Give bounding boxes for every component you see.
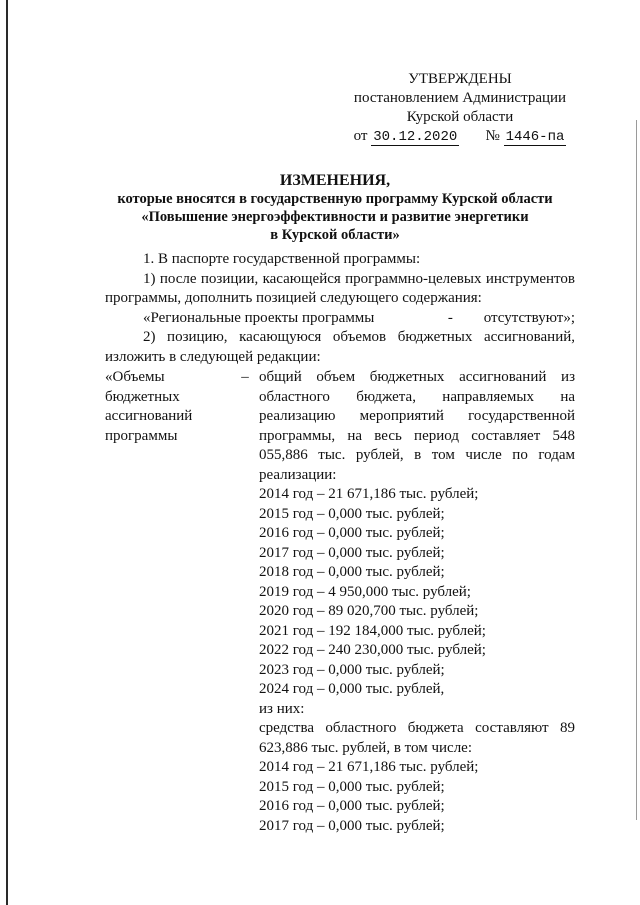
year-line: 2014 год – 21 671,186 тыс. рублей; [259,486,479,502]
heading-line-2: «Повышение энергоэффективности и развитие энергетики [141,209,529,225]
year-line: 2020 год – 89 020,700 тыс. рублей; [259,603,479,619]
heading-line-1: которые вносятся в государственную программу Курской области [117,191,553,207]
budget-label-column [105,368,215,446]
document-body [105,250,575,367]
label-line: программы [105,427,178,444]
label-line: «Объемы [105,369,165,385]
document-heading [100,172,570,244]
budget-intro: общий объем бюджетных ассигнований из областного бюджета, направляемых на реализацию мероприятий государственной программы, на весь период составляет 548 055,886 тыс. рублей, в том числе по годам реализации: [259,369,575,483]
year-line: 2022 год – 240 230,000 тыс. рублей; [259,642,486,658]
year-line: 2016 год – 0,000 тыс. рублей; [259,525,445,541]
budget-dash: – [241,369,249,385]
year-line: 2021 год – 192 184,000 тыс. рублей; [259,622,486,639]
approval-title: УТВЕРЖДЕНЫ [408,71,512,87]
year-line: 2018 год – 0,000 тыс. рублей; [259,564,445,580]
heading-title: ИЗМЕНЕНИЯ, [279,172,391,189]
of-them-label: из них: [259,700,305,717]
year-line: 2023 год – 0,000 тыс. рублей; [259,661,445,678]
label-line: ассигнований [105,408,193,424]
regional-year-line: 2017 год – 0,000 тыс. рублей; [259,817,445,834]
year-line: 2019 год – 4 950,000 тыс. рублей; [259,583,471,600]
approval-date: 30.12.2020 [373,129,458,145]
regional-year-line: 2015 год – 0,000 тыс. рублей; [259,778,445,795]
scan-edge-line [6,0,8,905]
year-line: 2017 год – 0,000 тыс. рублей; [259,544,445,561]
regional-projects-dash: - [447,309,453,326]
regional-projects-row [105,309,575,329]
scan-edge-line-right [636,120,637,820]
approval-line-1: постановлением Администрации [353,90,567,106]
date-prefix: от [353,128,368,144]
year-line: 2024 год – 0,000 тыс. рублей, [259,681,445,697]
regional-year-line: 2014 год – 21 671,186 тыс. рублей; [259,759,479,775]
approval-line-2: Курской области [406,109,514,125]
number-prefix: № [485,128,500,144]
approval-number: 1446-па [505,129,565,145]
regional-funds: средства областного бюджета составляют 89 623,886 тыс. рублей, в том числе: [259,720,575,756]
label-line: бюджетных [105,388,180,405]
approval-date-number [350,127,570,147]
regional-projects-label: «Региональные проекты программы [143,309,375,326]
paragraph-2: 1) после позиции, касающейся программно-целевых инструментов программы, дополнить позицией следующего содержания: [105,270,575,306]
regional-year-line: 2016 год – 0,000 тыс. рублей; [259,798,445,814]
year-line: 2015 год – 0,000 тыс. рублей; [259,505,445,522]
paragraph-3: 2) позицию, касающуюся объемов бюджетных ассигнований, изложить в следующей редакции: [105,329,575,365]
paragraph-1: 1. В паспорте государственной программы: [143,251,421,267]
regional-projects-value: отсутствуют»; [483,309,575,326]
heading-line-3: в Курской области» [270,227,400,243]
approval-stamp [350,70,570,147]
budget-value-column [259,368,575,836]
